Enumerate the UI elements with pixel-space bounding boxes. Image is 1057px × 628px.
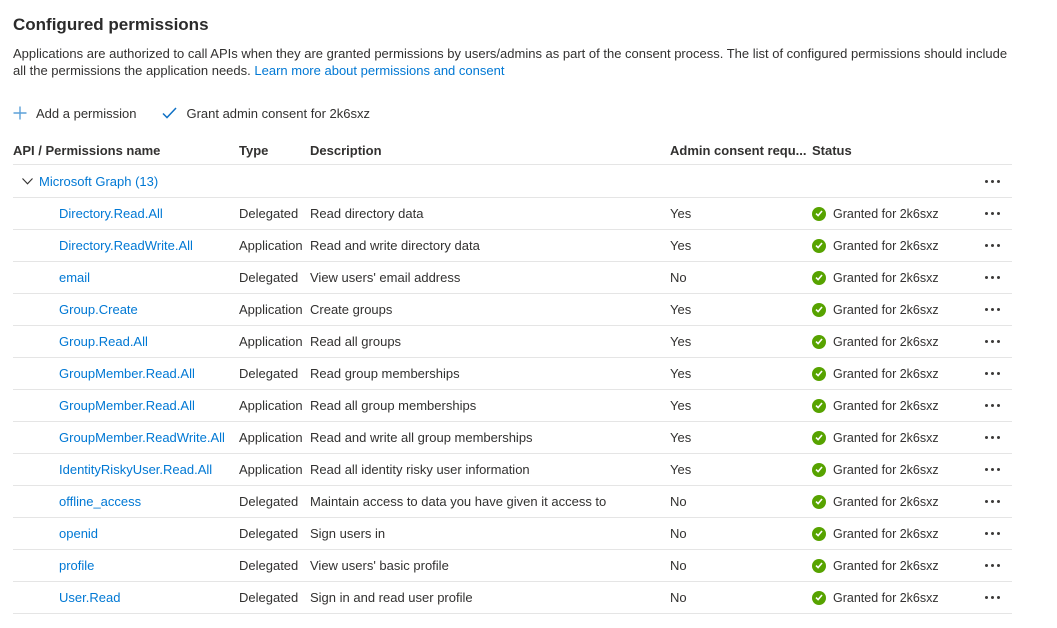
ellipsis-dot: [991, 436, 994, 439]
ellipsis-dot: [991, 500, 994, 503]
status-text: Granted for 2k6sxz: [833, 366, 939, 381]
permission-name-cell: [13, 526, 239, 541]
ellipsis-dot: [985, 308, 988, 311]
status-text: Granted for 2k6sxz: [833, 526, 939, 541]
table-row: [13, 486, 1012, 518]
permission-name-cell: [13, 462, 239, 477]
permission-description: Read and write all group memberships: [310, 430, 533, 445]
permission-description: View users' basic profile: [310, 558, 449, 573]
permission-description: Read all identity risky user information: [310, 462, 530, 477]
permissions-table: [13, 136, 1012, 614]
row-actions-cell: [972, 304, 1012, 315]
add-permission-label: Add a permission: [36, 105, 137, 121]
status-text: Granted for 2k6sxz: [833, 238, 939, 253]
permission-description: Maintain access to data you have given it access to: [310, 494, 607, 509]
ellipsis-dot: [985, 372, 988, 375]
ellipsis-dot: [997, 340, 1000, 343]
admin-consent-value: No: [670, 526, 687, 541]
row-actions-cell: [972, 432, 1012, 443]
admin-consent-value: No: [670, 558, 687, 573]
permission-name-link[interactable]: Directory.Read.All: [59, 206, 163, 221]
row-actions-cell: [972, 336, 1012, 347]
status-text: Granted for 2k6sxz: [833, 494, 939, 509]
row-actions-cell: [972, 496, 1012, 507]
granted-check-icon: [812, 495, 826, 509]
column-header-api-permissions-name: API / Permissions name: [13, 142, 161, 158]
ellipsis-dot: [991, 180, 994, 183]
permission-name-cell: [13, 430, 239, 445]
ellipsis-dot: [991, 212, 994, 215]
ellipsis-dot: [991, 276, 994, 279]
status-cell: [812, 527, 972, 541]
permission-type: Delegated: [239, 366, 299, 381]
page-title: Configured permissions: [13, 15, 209, 34]
row-actions-cell: [972, 272, 1012, 283]
status-text: Granted for 2k6sxz: [833, 302, 939, 317]
permission-description: Sign users in: [310, 526, 386, 541]
permission-description: Read group memberships: [310, 366, 460, 381]
admin-consent-value: Yes: [670, 398, 692, 413]
granted-check-icon: [812, 591, 826, 605]
ellipsis-dot: [991, 308, 994, 311]
description-text: Applications are authorized to call APIs when they are granted permissions by users/admins as part of the consent process. The list of configured permissions should include all the permissions the application needs.: [13, 46, 1008, 78]
ellipsis-dot: [997, 212, 1000, 215]
permission-name-cell: [13, 494, 239, 509]
permission-name-cell: [13, 398, 239, 413]
permission-type: Application: [239, 238, 303, 253]
add-permission-button[interactable]: [13, 106, 136, 121]
granted-check-icon: [812, 239, 826, 253]
permission-type: Delegated: [239, 590, 299, 605]
permission-name-link[interactable]: IdentityRiskyUser.Read.All: [59, 462, 213, 477]
api-group-name[interactable]: Microsoft Graph (13): [39, 173, 159, 189]
table-row: [13, 294, 1012, 326]
admin-consent-value: Yes: [670, 334, 692, 349]
api-group-row-microsoft-graph[interactable]: [13, 165, 1012, 198]
permission-type: Application: [239, 398, 303, 413]
ellipsis-dot: [997, 596, 1000, 599]
admin-consent-value: Yes: [670, 238, 692, 253]
status-cell: [812, 335, 972, 349]
ellipsis-dot: [997, 180, 1000, 183]
granted-check-icon: [812, 207, 826, 221]
permission-name-link[interactable]: openid: [59, 526, 99, 541]
ellipsis-dot: [985, 404, 988, 407]
ellipsis-dot: [985, 468, 988, 471]
row-context-menu-button[interactable]: [983, 560, 1002, 571]
grant-admin-consent-button[interactable]: [162, 106, 370, 121]
admin-consent-value: No: [670, 590, 687, 605]
permission-type: Delegated: [239, 206, 299, 221]
permission-description: Read directory data: [310, 206, 424, 221]
ellipsis-dot: [985, 596, 988, 599]
permission-name-link[interactable]: email: [59, 270, 91, 285]
permission-description: Read all groups: [310, 334, 402, 349]
table-row: [13, 262, 1012, 294]
granted-check-icon: [812, 335, 826, 349]
admin-consent-value: No: [670, 270, 687, 285]
permission-name-cell: [13, 238, 239, 253]
permission-type: Application: [239, 302, 303, 317]
permission-type: Delegated: [239, 270, 299, 285]
permission-description: View users' email address: [310, 270, 461, 285]
granted-check-icon: [812, 303, 826, 317]
permission-name-link[interactable]: GroupMember.Read.All: [59, 398, 195, 413]
row-context-menu-button[interactable]: [983, 368, 1002, 379]
permission-description: Read all group memberships: [310, 398, 477, 413]
permission-type: Application: [239, 462, 303, 477]
ellipsis-dot: [991, 404, 994, 407]
row-actions-cell: [972, 400, 1012, 411]
granted-check-icon: [812, 559, 826, 573]
ellipsis-dot: [991, 244, 994, 247]
ellipsis-dot: [985, 276, 988, 279]
row-context-menu-button[interactable]: [983, 592, 1002, 603]
ellipsis-dot: [997, 404, 1000, 407]
status-cell: [812, 591, 972, 605]
status-text: Granted for 2k6sxz: [833, 558, 939, 573]
ellipsis-dot: [985, 564, 988, 567]
ellipsis-dot: [997, 372, 1000, 375]
status-text: Granted for 2k6sxz: [833, 462, 939, 477]
permission-name-link[interactable]: GroupMember.ReadWrite.All: [59, 430, 225, 445]
toolbar: [13, 102, 1057, 124]
status-cell: [812, 239, 972, 253]
permission-type: Delegated: [239, 494, 299, 509]
ellipsis-dot: [985, 244, 988, 247]
permission-name-cell: [13, 302, 239, 317]
ellipsis-dot: [985, 340, 988, 343]
admin-consent-value: Yes: [670, 430, 692, 445]
permission-description: Create groups: [310, 302, 393, 317]
ellipsis-dot: [997, 532, 1000, 535]
row-context-menu-button[interactable]: [983, 496, 1002, 507]
permission-name-link[interactable]: Directory.ReadWrite.All: [59, 238, 193, 253]
status-cell: [812, 207, 972, 221]
row-context-menu-button[interactable]: [983, 400, 1002, 411]
status-cell: [812, 559, 972, 573]
table-row: [13, 230, 1012, 262]
ellipsis-dot: [997, 468, 1000, 471]
ellipsis-dot: [991, 372, 994, 375]
table-row: [13, 358, 1012, 390]
table-row: [13, 582, 1012, 614]
row-context-menu-button[interactable]: [983, 336, 1002, 347]
permission-name-cell: [13, 270, 239, 285]
row-actions-cell: [972, 368, 1012, 379]
row-actions-cell: [972, 464, 1012, 475]
ellipsis-dot: [985, 212, 988, 215]
column-header-admin-consent-required: Admin consent requ...: [670, 142, 807, 158]
status-cell: [812, 495, 972, 509]
status-cell: [812, 431, 972, 445]
column-header-type: Type: [239, 142, 269, 158]
row-context-menu-button[interactable]: [983, 272, 1002, 283]
permission-type: Application: [239, 430, 303, 445]
row-actions-cell: [972, 528, 1012, 539]
permission-description: Read and write directory data: [310, 238, 480, 253]
ellipsis-dot: [991, 340, 994, 343]
row-context-menu-button[interactable]: [983, 304, 1002, 315]
table-row: [13, 518, 1012, 550]
permission-description: Sign in and read user profile: [310, 590, 473, 605]
group-actions-cell: [972, 176, 1012, 187]
status-text: Granted for 2k6sxz: [833, 270, 939, 285]
table-body: [13, 198, 1012, 614]
table-row: [13, 422, 1012, 454]
status-cell: [812, 271, 972, 285]
granted-check-icon: [812, 463, 826, 477]
ellipsis-dot: [991, 596, 994, 599]
granted-check-icon: [812, 527, 826, 541]
ellipsis-dot: [997, 276, 1000, 279]
status-cell: [812, 367, 972, 381]
ellipsis-dot: [991, 532, 994, 535]
granted-check-icon: [812, 431, 826, 445]
table-row: [13, 454, 1012, 486]
permission-name-cell: [13, 334, 239, 349]
admin-consent-value: Yes: [670, 206, 692, 221]
ellipsis-dot: [991, 564, 994, 567]
column-header-description: Description: [310, 142, 382, 158]
granted-check-icon: [812, 271, 826, 285]
status-cell: [812, 303, 972, 317]
table-row: [13, 550, 1012, 582]
status-text: Granted for 2k6sxz: [833, 206, 939, 221]
row-actions-cell: [972, 560, 1012, 571]
column-header-status: Status: [812, 142, 852, 158]
table-row: [13, 198, 1012, 230]
table-row: [13, 326, 1012, 358]
permission-name-link[interactable]: User.Read: [59, 590, 121, 605]
table-row: [13, 390, 1012, 422]
ellipsis-dot: [997, 564, 1000, 567]
permission-name-cell: [13, 366, 239, 381]
permission-type: Application: [239, 334, 303, 349]
row-context-menu-button[interactable]: [983, 240, 1002, 251]
ellipsis-dot: [985, 500, 988, 503]
permission-name-cell: [13, 206, 239, 221]
status-cell: [812, 399, 972, 413]
checkmark-icon: [162, 107, 177, 119]
row-context-menu-button[interactable]: [983, 432, 1002, 443]
permission-name-link[interactable]: Group.Read.All: [59, 334, 148, 349]
status-cell: [812, 463, 972, 477]
status-text: Granted for 2k6sxz: [833, 334, 939, 349]
permission-name-link[interactable]: Group.Create: [59, 302, 138, 317]
row-actions-cell: [972, 208, 1012, 219]
learn-more-link[interactable]: Learn more about permissions and consent: [254, 62, 505, 78]
row-actions-cell: [972, 240, 1012, 251]
grant-admin-consent-label: Grant admin consent for 2k6sxz: [186, 105, 370, 121]
ellipsis-dot: [985, 180, 988, 183]
row-context-menu-button[interactable]: [983, 464, 1002, 475]
page-description: [13, 46, 1015, 79]
row-context-menu-button[interactable]: [983, 208, 1002, 219]
plus-icon: [13, 106, 27, 120]
permission-name-link[interactable]: offline_access: [59, 494, 142, 509]
status-text: Granted for 2k6sxz: [833, 398, 939, 413]
permission-name-link[interactable]: profile: [59, 558, 95, 573]
admin-consent-value: No: [670, 494, 687, 509]
permission-type: Delegated: [239, 558, 299, 573]
status-text: Granted for 2k6sxz: [833, 590, 939, 605]
permission-type: Delegated: [239, 526, 299, 541]
row-context-menu-button[interactable]: [983, 528, 1002, 539]
permission-name-cell: [13, 558, 239, 573]
chevron-down-icon: [22, 178, 33, 185]
row-actions-cell: [972, 592, 1012, 603]
status-text: Granted for 2k6sxz: [833, 430, 939, 445]
ellipsis-dot: [997, 500, 1000, 503]
permission-name-cell: [13, 590, 239, 605]
admin-consent-value: Yes: [670, 302, 692, 317]
permission-name-link[interactable]: GroupMember.Read.All: [59, 366, 195, 381]
ellipsis-dot: [997, 244, 1000, 247]
ellipsis-dot: [997, 308, 1000, 311]
admin-consent-value: Yes: [670, 366, 692, 381]
ellipsis-dot: [991, 468, 994, 471]
granted-check-icon: [812, 367, 826, 381]
table-header: [13, 136, 1012, 165]
ellipsis-dot: [997, 436, 1000, 439]
group-context-menu-button[interactable]: [983, 176, 1002, 187]
admin-consent-value: Yes: [670, 462, 692, 477]
ellipsis-dot: [985, 436, 988, 439]
ellipsis-dot: [985, 532, 988, 535]
granted-check-icon: [812, 399, 826, 413]
